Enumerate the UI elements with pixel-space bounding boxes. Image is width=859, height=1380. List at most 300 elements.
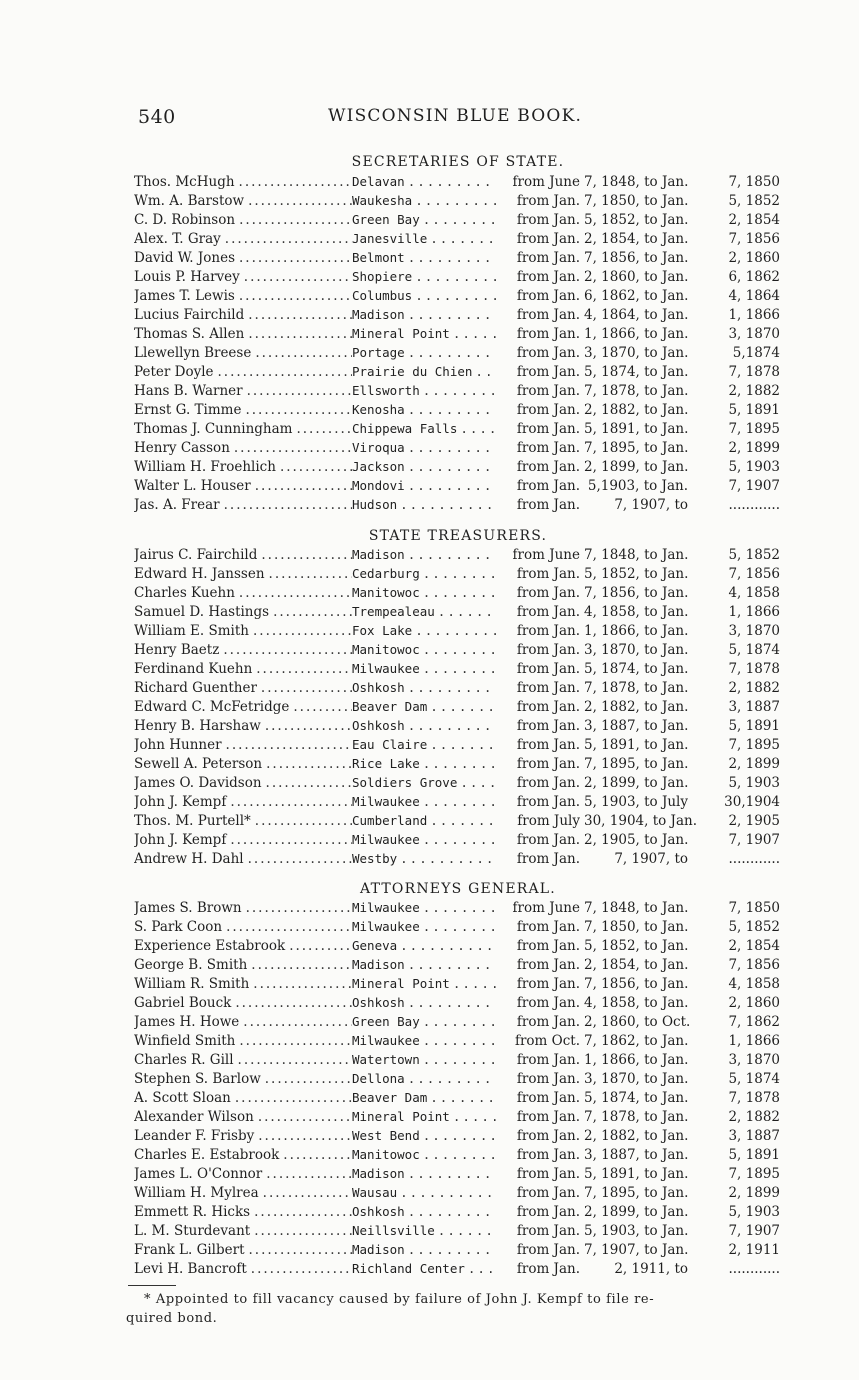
- term-start: 6, 1862, to Jan.: [584, 288, 689, 304]
- term-end: 2, 1854: [728, 938, 780, 954]
- officer-name: Ernst G. Timme .....: [134, 401, 352, 419]
- term-start: 7, 1878, to Jan.: [584, 383, 689, 399]
- term-start: 7, 1907, to Jan.: [584, 1242, 689, 1258]
- term-start: 5,1903, to Jan.: [587, 478, 688, 494]
- table-row: [134, 400, 780, 419]
- table-row: [134, 324, 780, 343]
- term-start: 2, 1899, to Jan.: [584, 459, 689, 475]
- residence: Milwaukee .....: [352, 898, 496, 917]
- residence: Madison .....: [352, 955, 496, 974]
- term-start: 7, 1878, to Jan.: [584, 1109, 689, 1125]
- table-row: [134, 1088, 780, 1107]
- residence: Ellsworth .....: [352, 381, 496, 400]
- term-start: 5, 1903, to July: [584, 794, 689, 810]
- table-row: [134, 697, 780, 716]
- officer-name: Peter Doyle .....: [134, 363, 352, 381]
- term-from: from Jan.: [516, 421, 580, 437]
- term-from: from Jan.: [516, 383, 580, 399]
- officer-name: A. Scott Sloan .....: [134, 1089, 352, 1107]
- officer-name: William R. Smith .....: [134, 975, 352, 993]
- term-end: 3, 1887: [728, 1128, 780, 1144]
- officer-name: James L. O'Connor .....: [134, 1165, 352, 1183]
- term-from: from Jan.: [516, 250, 580, 266]
- term-end: 2, 1905: [728, 813, 780, 829]
- residence: Fox Lake .....: [352, 621, 496, 640]
- officer-name: Charles R. Gill .....: [134, 1051, 352, 1069]
- term-from: from Jan.: [516, 832, 580, 848]
- table-row: [134, 955, 780, 974]
- term-end: 5,1874: [732, 345, 780, 361]
- officer-name: James T. Lewis .....: [134, 287, 352, 305]
- residence: Jackson .....: [352, 457, 496, 476]
- term-from: from June: [512, 900, 580, 916]
- term-end: 3, 1887: [728, 699, 780, 715]
- term-from: from Jan.: [516, 1223, 580, 1239]
- term-from: from Jan.: [516, 440, 580, 456]
- term-start: 7, 1850, to Jan.: [584, 919, 689, 935]
- term-end: 1, 1866: [728, 604, 780, 620]
- residence: Manitowoc .....: [352, 1145, 496, 1164]
- term-from: from Jan.: [516, 623, 580, 639]
- term-from: from Jan.: [516, 231, 580, 247]
- officer-name: Sewell A. Peterson .....: [134, 755, 352, 773]
- term-start: 30, 1904, to Jan.: [584, 813, 697, 829]
- term-start: 7, 1856, to Jan.: [584, 976, 689, 992]
- residence: Madison .....: [352, 1240, 496, 1259]
- officer-name: Emmett R. Hicks .....: [134, 1203, 352, 1221]
- term-start: 3, 1870, to Jan.: [584, 1071, 689, 1087]
- residence: Chippewa Falls .....: [352, 419, 496, 438]
- residence: Janesville .....: [352, 229, 496, 248]
- table-row: [134, 898, 780, 917]
- term-end: 7, 1895: [728, 737, 780, 753]
- term-end: 1, 1866: [728, 1033, 780, 1049]
- term-start: 7, 1895, to Jan.: [584, 756, 689, 772]
- officer-name: C. D. Robinson .....: [134, 211, 352, 229]
- term-end: 5, 1903: [728, 459, 780, 475]
- term-end: 5, 1891: [728, 718, 780, 734]
- term-from: from July: [517, 813, 580, 829]
- officer-name: S. Park Coon .....: [134, 918, 352, 936]
- table-row: [134, 735, 780, 754]
- residence: Delavan .....: [352, 172, 496, 191]
- term-from: from Jan.: [516, 1014, 580, 1030]
- term-start: 7, 1848, to Jan.: [584, 547, 689, 563]
- term-start: 7, 1895, to Jan.: [584, 440, 689, 456]
- term-start: 2, 1854, to Jan.: [584, 231, 689, 247]
- table-row: [134, 210, 780, 229]
- residence: Geneva .....: [352, 936, 496, 955]
- officer-name: Hans B. Warner .....: [134, 382, 352, 400]
- term-start: 1, 1866, to Jan.: [584, 326, 689, 342]
- residence: Rice Lake .....: [352, 754, 496, 773]
- table-row: [134, 229, 780, 248]
- table-row: [134, 849, 780, 868]
- table-row: [134, 659, 780, 678]
- section-title-treasurers: STATE TREASURERS.: [368, 528, 548, 544]
- residence: Mineral Point .....: [352, 974, 496, 993]
- term-end: 7, 1850: [728, 174, 780, 190]
- term-from: from Jan.: [516, 212, 580, 228]
- section-title-attorneys: ATTORNEYS GENERAL.: [360, 881, 556, 897]
- term-from: from June: [512, 174, 580, 190]
- residence: Hudson .....: [352, 495, 496, 514]
- residence: Trempealeau .....: [352, 602, 496, 621]
- residence: Westby .....: [352, 849, 496, 868]
- term-start: 2, 1911, to: [614, 1261, 688, 1277]
- table-row: [134, 1259, 780, 1278]
- term-from: from Jan.: [516, 1128, 580, 1144]
- term-start: 2, 1905, to Jan.: [584, 832, 689, 848]
- term-end: 2, 1854: [728, 212, 780, 228]
- term-from: from Jan.: [516, 775, 580, 791]
- officer-name: Henry B. Harshaw .....: [134, 717, 352, 735]
- table-row: [134, 678, 780, 697]
- term-start: 7, 1878, to Jan.: [584, 680, 689, 696]
- officer-name: Edward H. Janssen .....: [134, 565, 352, 583]
- term-end: 3, 1870: [728, 326, 780, 342]
- term-start: 5, 1874, to Jan.: [584, 661, 689, 677]
- term-start: 5, 1891, to Jan.: [584, 737, 689, 753]
- term-start: 1, 1866, to Jan.: [584, 623, 689, 639]
- term-from: from Jan.: [516, 919, 580, 935]
- term-end: 7, 1907: [728, 1223, 780, 1239]
- residence: Belmont .....: [352, 248, 496, 267]
- residence: Waukesha .....: [352, 191, 496, 210]
- officer-name: James S. Brown .....: [134, 899, 352, 917]
- table-row: [134, 457, 780, 476]
- term-from: from Jan.: [516, 737, 580, 753]
- table-row: [134, 545, 780, 564]
- term-start: 7, 1856, to Jan.: [584, 585, 689, 601]
- term-start: 3, 1870, to Jan.: [584, 345, 689, 361]
- term-from: from Jan.: [516, 995, 580, 1011]
- officer-name: James H. Howe .....: [134, 1013, 352, 1031]
- residence: Eau Claire .....: [352, 735, 496, 754]
- officer-name: John J. Kempf .....: [134, 831, 352, 849]
- footnote-line-2: quired bond.: [126, 1311, 218, 1326]
- term-from: from Jan.: [516, 1052, 580, 1068]
- table-row: [134, 974, 780, 993]
- term-from: from Jan.: [516, 1147, 580, 1163]
- term-from: from Jan.: [516, 661, 580, 677]
- officer-name: Charles Kuehn .....: [134, 584, 352, 602]
- table-row: [134, 1145, 780, 1164]
- footnote-rule: [128, 1285, 176, 1286]
- term-from: from Jan.: [516, 269, 580, 285]
- residence: Mineral Point .....: [352, 1107, 496, 1126]
- term-from: from Jan.: [516, 585, 580, 601]
- term-from: from Jan.: [516, 402, 580, 418]
- secretaries-table: [134, 172, 780, 514]
- officer-name: Jas. A. Frear .....: [134, 496, 352, 514]
- table-row: [134, 583, 780, 602]
- officer-name: Experience Estabrook .....: [134, 937, 352, 955]
- residence: Watertown .....: [352, 1050, 496, 1069]
- term-start: 7, 1848, to Jan.: [584, 900, 689, 916]
- term-from: from Jan.: [516, 794, 580, 810]
- term-start: 5, 1903, to Jan.: [584, 1223, 689, 1239]
- table-row: [134, 438, 780, 457]
- term-end: 7, 1856: [728, 957, 780, 973]
- term-end: ............: [728, 1261, 780, 1277]
- page-header: [138, 106, 778, 130]
- officer-name: Louis P. Harvey .....: [134, 268, 352, 286]
- term-from: from Jan.: [516, 718, 580, 734]
- term-end: 7, 1856: [728, 566, 780, 582]
- term-end: 5, 1874: [728, 642, 780, 658]
- officer-name: Edward C. McFetridge .....: [134, 698, 352, 716]
- term-from: from Jan.: [516, 1261, 580, 1277]
- residence: Madison .....: [352, 1164, 496, 1183]
- term-from: from Jan.: [516, 1071, 580, 1087]
- table-row: [134, 936, 780, 955]
- table-row: [134, 993, 780, 1012]
- term-start: 5, 1852, to Jan.: [584, 566, 689, 582]
- table-row: [134, 362, 780, 381]
- officer-name: Samuel D. Hastings .....: [134, 603, 352, 621]
- residence: Shopiere .....: [352, 267, 496, 286]
- term-end: 5, 1852: [728, 547, 780, 563]
- table-row: [134, 381, 780, 400]
- residence: West Bend .....: [352, 1126, 496, 1145]
- term-start: 5, 1891, to Jan.: [584, 1166, 689, 1182]
- footnote: [126, 1290, 766, 1328]
- table-row: [134, 191, 780, 210]
- residence: Madison .....: [352, 305, 496, 324]
- table-row: [134, 172, 780, 191]
- table-row: [134, 267, 780, 286]
- term-end: 7, 1856: [728, 231, 780, 247]
- residence: Oshkosh .....: [352, 1202, 496, 1221]
- term-from: from Jan.: [516, 938, 580, 954]
- residence: Oshkosh .....: [352, 678, 496, 697]
- residence: Oshkosh .....: [352, 716, 496, 735]
- term-from: from Jan.: [516, 497, 580, 513]
- table-row: [134, 286, 780, 305]
- term-start: 2, 1860, to Jan.: [584, 269, 689, 285]
- term-from: from Jan.: [516, 756, 580, 772]
- term-from: from Jan.: [516, 680, 580, 696]
- term-start: 5, 1874, to Jan.: [584, 364, 689, 380]
- residence: Madison .....: [352, 545, 496, 564]
- officer-name: Frank L. Gilbert .....: [134, 1241, 352, 1259]
- term-start: 5, 1891, to Jan.: [584, 421, 689, 437]
- term-from: from Jan.: [516, 193, 580, 209]
- term-from: from Jan.: [516, 976, 580, 992]
- residence: Prairie du Chien .....: [352, 362, 496, 381]
- residence: Mondovi .....: [352, 476, 496, 495]
- term-end: 5, 1852: [728, 193, 780, 209]
- term-from: from Jan.: [516, 1204, 580, 1220]
- table-row: [134, 830, 780, 849]
- residence: Oshkosh .....: [352, 993, 496, 1012]
- officer-name: John J. Kempf .....: [134, 793, 352, 811]
- table-row: [134, 917, 780, 936]
- table-row: [134, 602, 780, 621]
- residence: Kenosha .....: [352, 400, 496, 419]
- officer-name: John Hunner .....: [134, 736, 352, 754]
- table-row: [134, 1031, 780, 1050]
- term-start: 7, 1856, to Jan.: [584, 250, 689, 266]
- term-start: 7, 1848, to Jan.: [584, 174, 689, 190]
- officer-name: Ferdinand Kuehn .....: [134, 660, 352, 678]
- term-end: 7, 1862: [728, 1014, 780, 1030]
- officer-name: L. M. Sturdevant .....: [134, 1222, 352, 1240]
- term-start: 3, 1887, to Jan.: [584, 1147, 689, 1163]
- term-start: 5, 1852, to Jan.: [584, 938, 689, 954]
- term-end: 7, 1850: [728, 900, 780, 916]
- residence: Beaver Dam .....: [352, 697, 496, 716]
- term-from: from Jan.: [516, 1090, 580, 1106]
- table-row: [134, 1012, 780, 1031]
- term-from: from Jan.: [516, 478, 580, 494]
- term-end: 2, 1882: [728, 680, 780, 696]
- footnote-line-1: * Appointed to fill vacancy caused by failure of John J. Kempf to file re-: [144, 1292, 655, 1307]
- term-start: 4, 1864, to Jan.: [584, 307, 689, 323]
- term-start: 3, 1887, to Jan.: [584, 718, 689, 734]
- term-end: 4, 1858: [728, 585, 780, 601]
- term-end: 7, 1878: [728, 364, 780, 380]
- officer-name: Winfield Smith .....: [134, 1032, 352, 1050]
- term-end: 5, 1903: [728, 1204, 780, 1220]
- term-from: from Jan.: [516, 345, 580, 361]
- officer-name: Lucius Fairchild .....: [134, 306, 352, 324]
- officer-name: Jairus C. Fairchild .....: [134, 546, 352, 564]
- term-start: 2, 1854, to Jan.: [584, 957, 689, 973]
- term-end: 2, 1882: [728, 383, 780, 399]
- residence: Neillsville .....: [352, 1221, 496, 1240]
- residence: Milwaukee .....: [352, 1031, 496, 1050]
- table-row: [134, 1126, 780, 1145]
- officer-name: Thomas S. Allen .....: [134, 325, 352, 343]
- section-title-secretaries: SECRETARIES OF STATE.: [351, 154, 565, 170]
- term-end: 2, 1911: [728, 1242, 780, 1258]
- page-number: 540: [138, 106, 176, 128]
- term-start: 4, 1858, to Jan.: [584, 604, 689, 620]
- term-end: 7, 1878: [728, 661, 780, 677]
- officer-name: Stephen S. Barlow .....: [134, 1070, 352, 1088]
- term-start: 2, 1882, to Jan.: [584, 699, 689, 715]
- officer-name: Henry Casson .....: [134, 439, 352, 457]
- term-start: 5, 1874, to Jan.: [584, 1090, 689, 1106]
- table-row: [134, 343, 780, 362]
- term-start: 7, 1907, to: [614, 851, 688, 867]
- term-from: from Jan.: [516, 364, 580, 380]
- term-from: from Jan.: [516, 307, 580, 323]
- table-row: [134, 564, 780, 583]
- residence: Milwaukee .....: [352, 917, 496, 936]
- term-end: ............: [728, 851, 780, 867]
- term-from: from Jan.: [516, 566, 580, 582]
- term-start: 7, 1862, to Jan.: [584, 1033, 689, 1049]
- term-end: 5, 1874: [728, 1071, 780, 1087]
- officer-name: William H. Froehlich .....: [134, 458, 352, 476]
- residence: Portage .....: [352, 343, 496, 362]
- residence: Green Bay .....: [352, 210, 496, 229]
- officer-name: Andrew H. Dahl .....: [134, 850, 352, 868]
- officer-name: Thos. McHugh .....: [134, 173, 352, 191]
- term-end: 2, 1882: [728, 1109, 780, 1125]
- term-from: from June: [512, 547, 580, 563]
- term-end: 2, 1899: [728, 440, 780, 456]
- table-row: [134, 773, 780, 792]
- term-from: from Jan.: [516, 1109, 580, 1125]
- table-row: [134, 476, 780, 495]
- residence: Milwaukee .....: [352, 830, 496, 849]
- residence: Cumberland .....: [352, 811, 496, 830]
- term-end: 7, 1895: [728, 421, 780, 437]
- table-row: [134, 1221, 780, 1240]
- term-from: from Jan.: [516, 288, 580, 304]
- term-start: 5, 1852, to Jan.: [584, 212, 689, 228]
- term-end: 7, 1895: [728, 1166, 780, 1182]
- term-end: 7, 1907: [728, 478, 780, 494]
- term-from: from Jan.: [516, 1242, 580, 1258]
- residence: Cedarburg .....: [352, 564, 496, 583]
- treasurers-table: [134, 545, 780, 868]
- term-from: from Jan.: [516, 604, 580, 620]
- term-end: 2, 1899: [728, 756, 780, 772]
- term-end: 4, 1858: [728, 976, 780, 992]
- officer-name: Charles E. Estabrook .....: [134, 1146, 352, 1164]
- residence: Columbus .....: [352, 286, 496, 305]
- residence: Manitowoc .....: [352, 583, 496, 602]
- term-start: 4, 1858, to Jan.: [584, 995, 689, 1011]
- term-start: 2, 1899, to Jan.: [584, 1204, 689, 1220]
- officer-name: Thos. M. Purtell* .....: [134, 812, 352, 830]
- residence: Green Bay .....: [352, 1012, 496, 1031]
- term-end: 3, 1870: [728, 1052, 780, 1068]
- officer-name: Thomas J. Cunningham .....: [134, 420, 352, 438]
- table-row: [134, 1183, 780, 1202]
- table-row: [134, 1069, 780, 1088]
- term-from: from Oct.: [514, 1033, 580, 1049]
- officer-name: Alex. T. Gray .....: [134, 230, 352, 248]
- term-from: from Jan.: [516, 957, 580, 973]
- officer-name: William E. Smith .....: [134, 622, 352, 640]
- term-end: 4, 1864: [728, 288, 780, 304]
- term-from: from Jan.: [516, 851, 580, 867]
- table-row: [134, 419, 780, 438]
- term-end: 7, 1878: [728, 1090, 780, 1106]
- term-start: 2, 1860, to Oct.: [584, 1014, 691, 1030]
- residence: Dellona .....: [352, 1069, 496, 1088]
- officer-name: William H. Mylrea .....: [134, 1184, 352, 1202]
- term-end: 5, 1891: [728, 1147, 780, 1163]
- term-start: 1, 1866, to Jan.: [584, 1052, 689, 1068]
- officer-name: Richard Guenther .....: [134, 679, 352, 697]
- table-row: [134, 1050, 780, 1069]
- table-row: [134, 1164, 780, 1183]
- table-row: [134, 495, 780, 514]
- term-end: ............: [728, 497, 780, 513]
- term-end: 30,1904: [724, 794, 780, 810]
- term-end: 5, 1903: [728, 775, 780, 791]
- term-end: 1, 1866: [728, 307, 780, 323]
- term-end: 6, 1862: [728, 269, 780, 285]
- book-title: WISCONSIN BLUE BOOK.: [328, 106, 583, 126]
- term-end: 5, 1891: [728, 402, 780, 418]
- officer-name: George B. Smith .....: [134, 956, 352, 974]
- term-start: 7, 1907, to: [614, 497, 688, 513]
- officer-name: Wm. A. Barstow .....: [134, 192, 352, 210]
- residence: Wausau .....: [352, 1183, 496, 1202]
- residence: Mineral Point .....: [352, 324, 496, 343]
- officer-name: Henry Baetz .....: [134, 641, 352, 659]
- table-row: [134, 1240, 780, 1259]
- term-start: 2, 1882, to Jan.: [584, 402, 689, 418]
